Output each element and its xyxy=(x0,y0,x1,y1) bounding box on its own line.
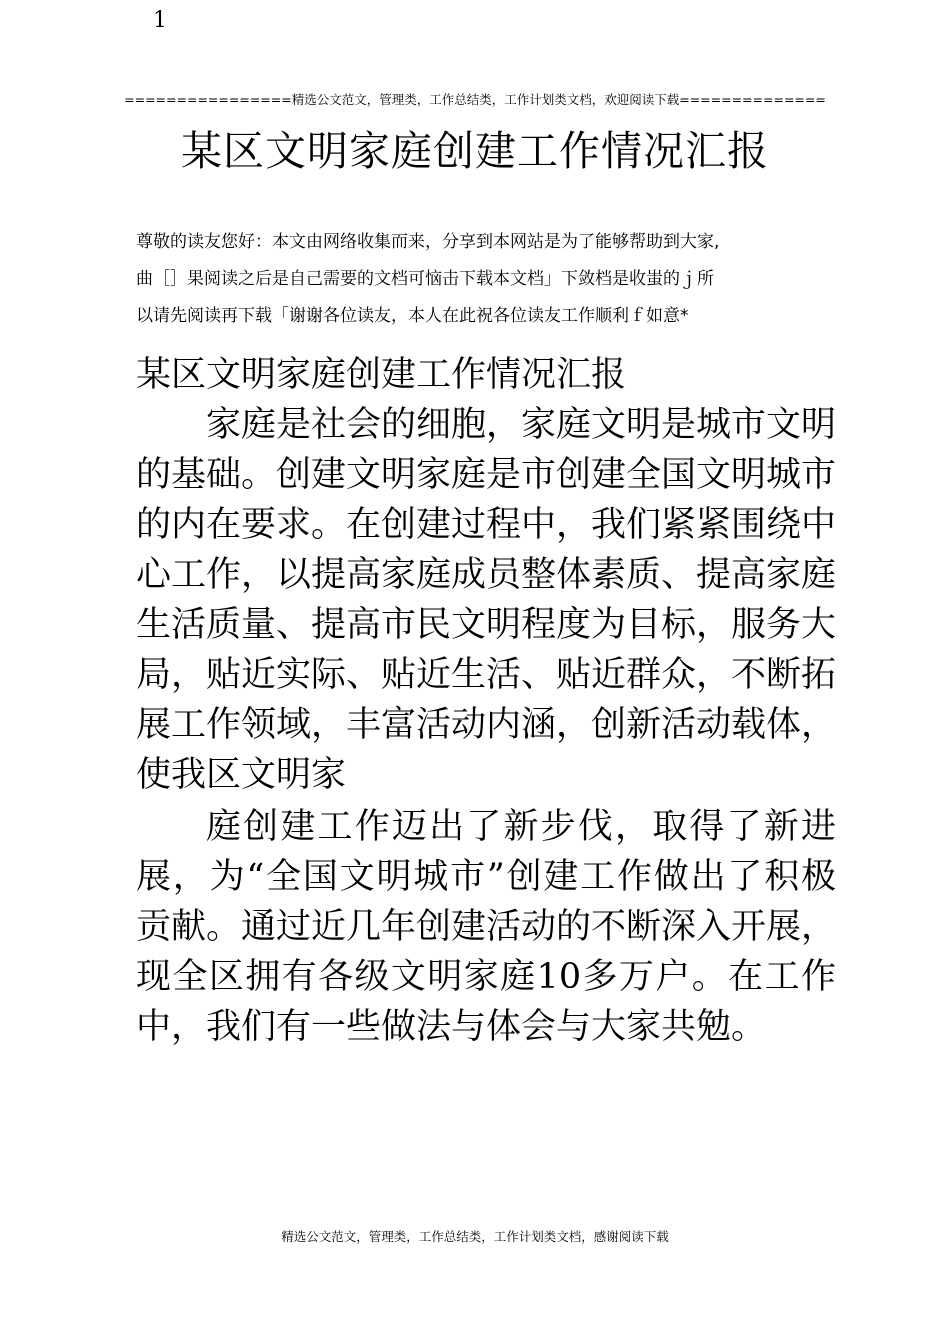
article-paragraph: 家庭是社会的细胞，家庭文明是城市文明的基础。创建文明家庭是市创建全国文明城市的内在要求。在创建过程中，我们紧紧围绕中心工作，以提高家庭成员整体素质、提高家庭生活质量、提高市民文明程度为目标，服务大局，贴近实际、贴近生活、贴近群众，不断拓展工作领域，丰富活动内涵，创新活动载体，使我区文明家 xyxy=(136,405,837,795)
reader-notice xyxy=(136,224,836,335)
article-body xyxy=(136,350,836,1052)
header-banner: ================精选公文范文，管理类，工作总结类，工作计划类文档，欢迎阅读下载============== xyxy=(124,92,826,107)
notice-line: 以请先阅读再下载「谢谢各位读友，本人在此祝各位读友工作顺利ｆ如意* xyxy=(136,306,689,326)
article-title: 某区文明家庭创建工作情况汇报 xyxy=(136,355,627,395)
notice-line: 曲［］果阅读之后是自己需要的文档可恼击下载本文档」下敛档是收蚩的ｊ所 xyxy=(136,269,714,289)
notice-line: 尊敬的读友您好：本文由网络收集而来，分享到本网站是为了能够帮助到大家, xyxy=(136,232,720,252)
article-paragraph: 庭创建工作迈出了新步伐，取得了新进展，为“全国文明城市”创建工作做出了积极贡献。通过近几年创建活动的不断深入开展，现全区拥有各级文明家庭10多万户。在工作中，我们有一些做法与体会与大家共勉。 xyxy=(136,807,837,1047)
page-footer: 精选公文范文，管理类，工作总结类，工作计划类文档，感谢阅读下载 xyxy=(281,1229,669,1244)
page-number: 1 xyxy=(153,8,167,33)
page-title: 某区文明家庭创建工作情况汇报 xyxy=(181,127,769,175)
